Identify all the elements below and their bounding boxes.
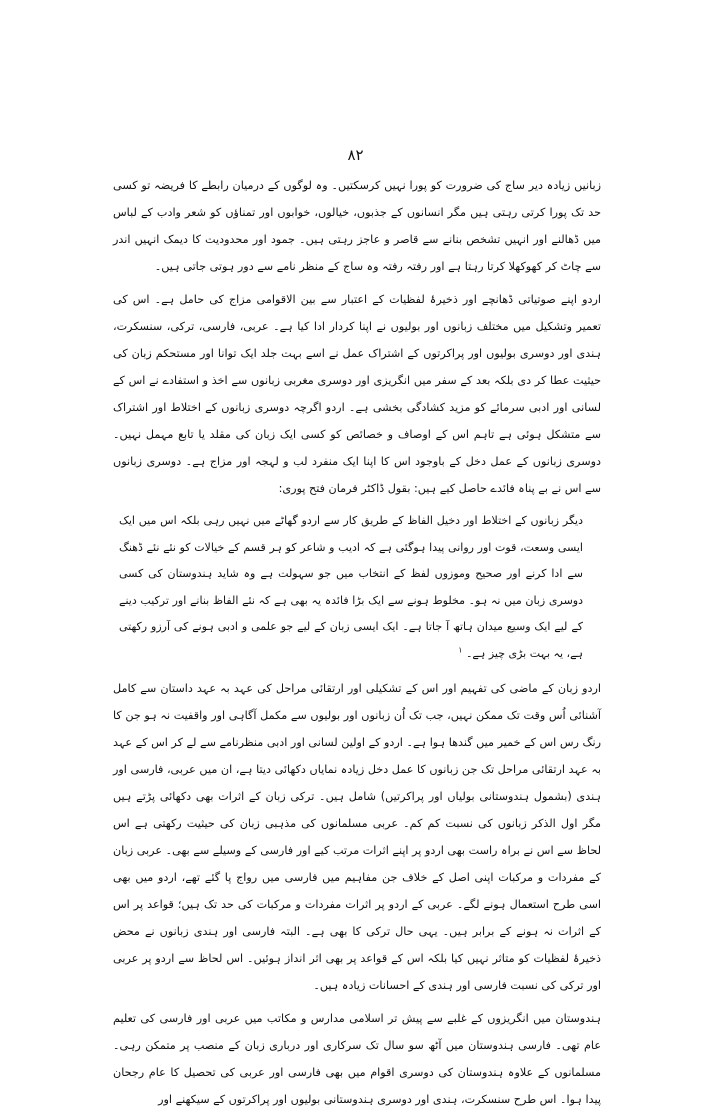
paragraph-3: اردو زبان کے ماضی کی تفہیم اور اس کے تشکیلی اور ارتقائی مراحل کی عہد بہ عہد داستان سے کامل آشنائی اُس وقت تک ممکن نہیں، جب تک اُن زبانوں اور بولیوں سے مکمل آگاہی اور واقفیت نہ ہو جن کا رنگ رس اس کے خمیر میں گندھا ہوا ہے۔ اردو کے اولین لسانی اور ادبی منظرنامے سے لے کر اس کے عہد بہ عہد ارتقائی مراحل تک جن زبانوں کا عمل دخل زیادہ نمایاں دکھائی دیتا ہے، ان میں عربی، فارسی اور ہندی (بشمول ہندوستانی بولیاں اور پراکرتیں) شامل ہیں۔ ترکی زبان کے اثرات بھی دکھائی پڑتے ہیں مگر اول الذکر زبانوں کی نسبت کم کم۔ عربی مسلمانوں کی مذہبی زبان کی حیثیت رکھتی ہے اس لحاظ سے اس نے براہ راست بھی اردو پر اپنے اثرات مرتب کیے اور فارسی کے وسیلے سے بھی۔ عربی زبان کے مفردات و مرکبات اپنی اصل کے خلاف جن مفاہیم میں فارسی میں رواج پا گئے تھے، اردو میں بھی اسی طرح استعمال ہونے لگے۔ عربی کے اردو پر اثرات مفردات و مرکبات کی حد تک ہیں؛ قواعد پر اس کے اثرات نہ ہونے کے برابر ہیں۔ یہی حال ترکی کا بھی ہے۔ البتہ فارسی اور ہندی زبانوں نے محض ذخیرۂ لفظیات کو متاثر نہیں کیا بلکہ اس کے قواعد پر بھی اثر انداز ہوئیں۔ اس لحاظ سے اردو پر عربی اور ترکی کی نسبت فارسی اور ہندی کے احسانات زیادہ ہیں۔ (113, 682, 601, 992)
paragraph-4: ہندوستان میں انگریزوں کے غلبے سے پیش تر اسلامی مدارس و مکاتب میں عربی اور فارسی کی تعلیم عام تھی۔ فارسی ہندوستان میں آٹھ سو سال تک سرکاری اور درباری زبان کے منصب پر متمکن رہی۔ مسلمانوں کے علاوہ ہندوستان کی دوسری اقوام میں بھی فارسی اور عربی کی تحصیل کا عام رجحان پیدا ہوا۔ اس طرح سنسکرت، ہندی اور دوسری ہندوستانی بولیوں اور پراکرتوں کے سیکھنے اور (113, 1012, 601, 1106)
paragraph-1: زبانیں زیادہ دیر ساج کی ضرورت کو پورا نہیں کرسکتیں۔ وہ لوگوں کے درمیان رابطے کا فریضہ تو کسی حد تک پورا کرتی رہتی ہیں مگر انسانوں کے جذبوں، خیالوں، خوابوں اور تمناؤں کو شعر وادب کے لباس میں ڈھالنے اور انہیں تشخص بنانے سے قاصر و عاجز رہتی ہیں۔ جمود اور محدودیت کا دیمک انہیں اندر سے چاٹ کر کھوکھلا کرتا رہتا ہے اور رفتہ رفتہ وہ ساج کے منظر نامے سے دور ہوتی جاتی ہیں۔ (113, 179, 601, 273)
footnote-marker: ۱ (458, 644, 463, 654)
body-text (113, 172, 601, 1119)
page-number: ۸۲ (347, 146, 364, 164)
block-quote (119, 508, 583, 667)
block-quote-text: دیگر زبانوں کے اختلاط اور دخیل الفاظ کے طریق کار سے اردو گھاٹے میں نہیں رہی بلکہ اس میں ایک ایسی وسعت، قوت اور روانی پیدا ہوگئی ہے کہ ادیب و شاعر کو ہر قسم کے خیالات کو نئے نئے ڈھنگ سے ادا کرنے اور صحیح وموزوں لفظ کے انتخاب میں جو سہولت ہے وہ شاید ہندوستان کی کسی دوسری زبان میں نہ ہو۔ مخلوط ہونے سے ایک بڑا فائدہ یہ بھی ہے کہ نئے الفاظ بنانے اور ترکیب دینے کے لیے ایک وسیع میدان ہاتھ آ جاتا ہے۔ ایک ایسی زبان کے لیے جو علمی و ادبی ہونے کی آرزو رکھتی ہے، یہ بہت بڑی چیز ہے۔ (119, 514, 583, 660)
paragraph-2: اردو اپنے صوتیاتی ڈھانچے اور ذخیرۂ لفظیات کے اعتبار سے بین الاقوامی مزاج کی حامل ہے۔ اس کی تعمیر وتشکیل میں مختلف زبانوں اور بولیوں نے اپنا کردار ادا کیا ہے۔ عربی، فارسی، ترکی، سنسکرت، ہندی اور دوسری بولیوں اور پراکرتوں کے اشتراک عمل نے اسے بہت جلد ایک توانا اور مستحکم زبان کی حیثیت عطا کر دی بلکہ بعد کے سفر میں انگریزی اور دوسری مغربی زبانوں سے اخذ و استفادے نے اس کے لسانی اور ادبی سرمائے کو مزید کشادگی بخشی ہے۔ اردو اگرچہ دوسری زبانوں کے اختلاط اور اشتراک سے متشکل ہوئی ہے تاہم اس کے اوصاف و خصائص کو کسی ایک زبان کی مقلد یا تابع مہمل نہیں۔ دوسری زبانوں کے عمل دخل کے باوجود اس کا اپنا ایک منفرد لب و لہجہ اور مزاج ہے۔ دوسری زبانوں سے اس نے بے پناہ فائدے حاصل کیے ہیں: بقول ڈاکٹر فرمان فتح پوری: (113, 293, 601, 495)
